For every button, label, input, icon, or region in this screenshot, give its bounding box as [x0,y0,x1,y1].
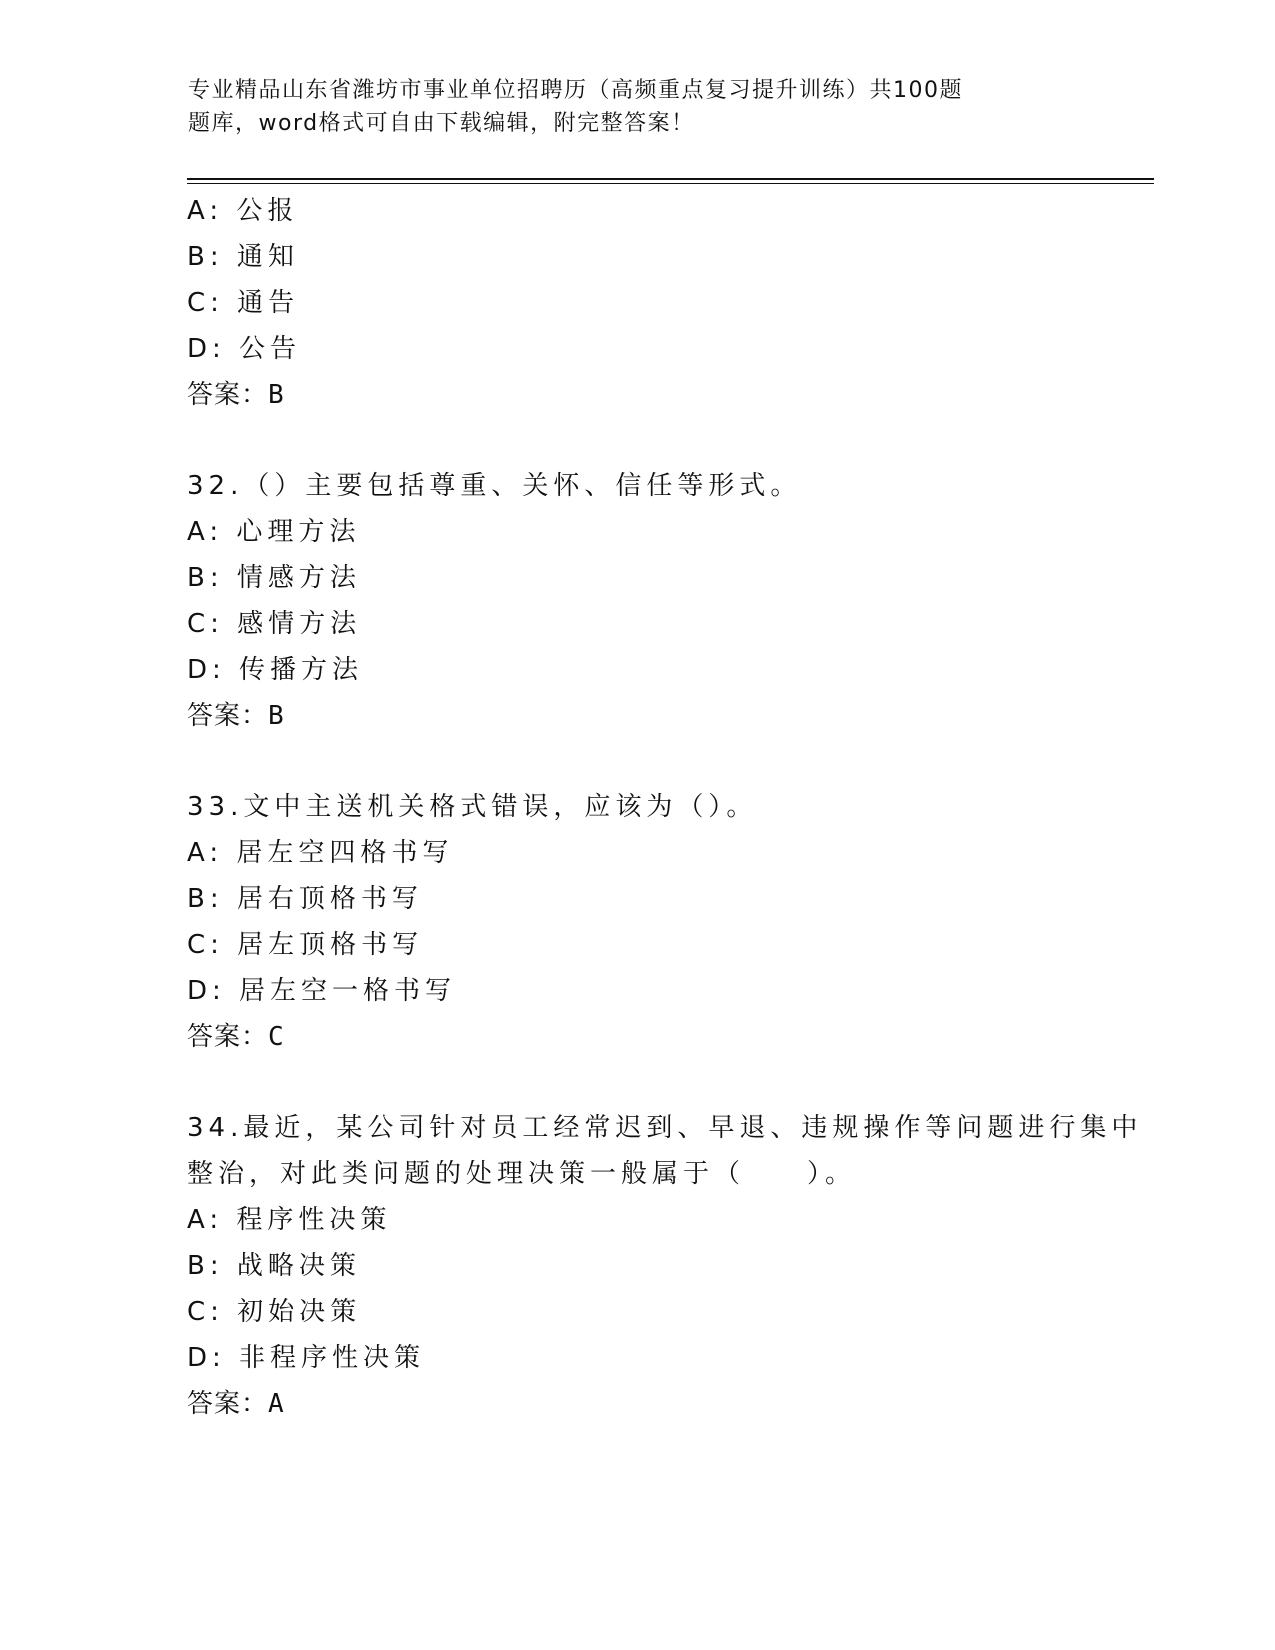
answer-value: C [268,1022,285,1052]
header-divider-thin [187,183,1154,184]
answer-line [187,1381,1087,1427]
question-34 [187,1105,1143,1427]
question-33 [187,784,1087,1060]
answer-value: B [268,380,285,410]
question-text-line-1: 34.最近，某公司针对员工经常迟到、早退、违规操作等问题进行集中 [187,1113,1143,1143]
header-divider-thick [187,178,1154,180]
option-a: A: 公报 [187,196,299,226]
option-c: C: 感情方法 [187,609,362,639]
question-32 [187,463,1087,739]
answer-label: 答案： [187,1389,269,1419]
answer-label: 答案： [187,1022,269,1052]
answer-value: B [268,701,285,731]
question-block-prev [187,188,1087,418]
option-b: B: 通知 [187,242,299,272]
option-d: D: 传播方法 [187,655,364,685]
question-list [187,188,1143,1427]
option-c: C: 初始决策 [187,1297,362,1327]
option-b: B: 居右顶格书写 [187,884,423,914]
answer-line [187,693,1087,739]
option-a: A: 居左空四格书写 [187,838,454,868]
option-d: D: 居左空一格书写 [187,976,457,1006]
option-a: A: 程序性决策 [187,1205,392,1235]
question-text: 33.文中主送机关格式错误，应该为（）。 [187,792,758,822]
option-d: D: 非程序性决策 [187,1343,426,1373]
option-c: C: 居左顶格书写 [187,930,424,960]
answer-label: 答案： [187,701,269,731]
header-line-2: 题库，word格式可自由下载编辑，附完整答案！ [188,111,695,136]
question-text-line-2: 整治，对此类问题的处理决策一般属于（ ）。 [187,1159,857,1189]
answer-line [187,1014,1087,1060]
option-d: D: 公告 [187,334,302,364]
option-b: B: 情感方法 [187,563,361,593]
option-a: A: 心理方法 [187,517,361,547]
option-c: C: 通告 [187,288,300,318]
header-line-1: 专业精品山东省潍坊市事业单位招聘历（高频重点复习提升训练）共100题 [188,78,963,103]
answer-label: 答案： [187,380,269,410]
answer-line [187,372,1087,418]
answer-value: A [268,1389,285,1419]
question-text: 32.（）主要包括尊重、关怀、信任等形式。 [187,471,802,501]
option-b: B: 战略决策 [187,1251,361,1281]
document-header [188,74,1048,140]
